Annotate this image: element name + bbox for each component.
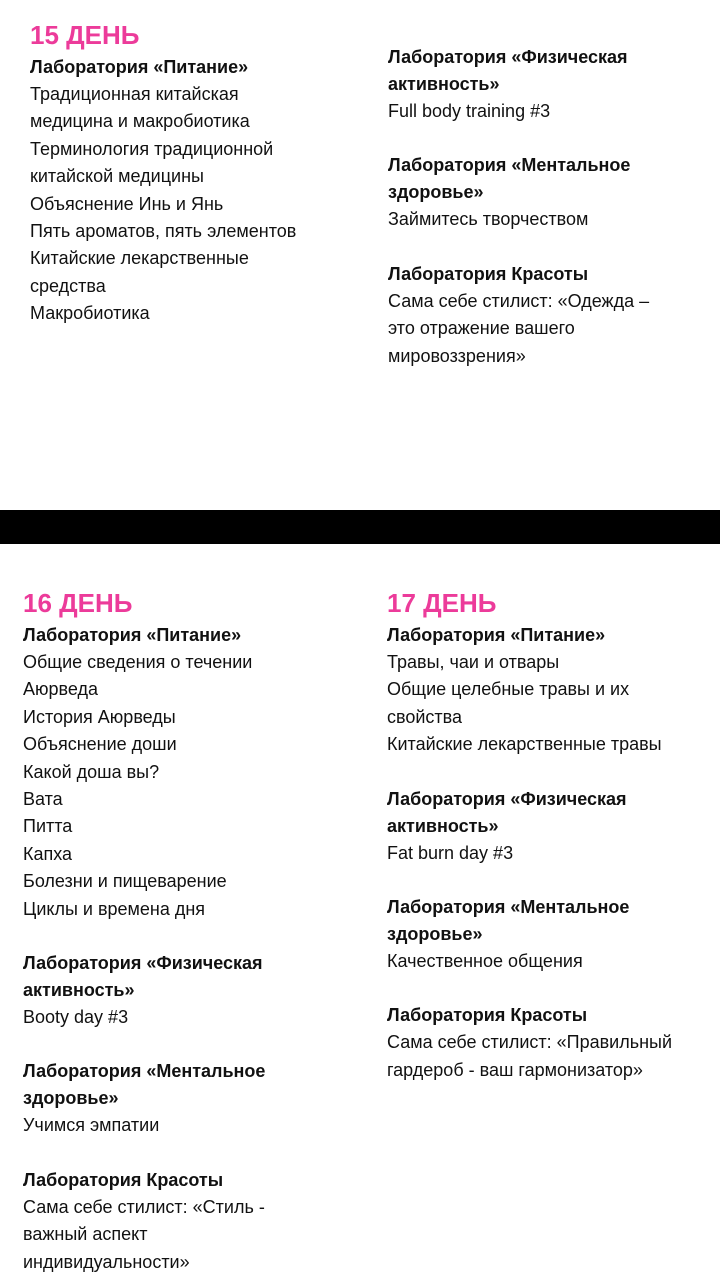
- lab-item: Booty day #3: [23, 1007, 129, 1028]
- lab-title-line: Лаборатория «Ментальное: [23, 1061, 266, 1082]
- lab-item: Китайские лекарственные: [30, 248, 249, 269]
- lab-item: средства: [30, 275, 106, 296]
- lab-item: индивидуальности»: [23, 1251, 190, 1272]
- lab-item: Full body training #3: [388, 101, 551, 121]
- lab-item: свойства: [387, 706, 463, 727]
- lab-item: Вата: [23, 789, 63, 810]
- lab-items: [23, 1004, 353, 1031]
- lab-item: Сама себе стилист: «Одежда –: [388, 290, 650, 311]
- day-15-section: [0, 0, 720, 510]
- lab-items: [387, 840, 717, 867]
- lab-items: [388, 206, 718, 233]
- lab-title-line: Лаборатория «Ментальное: [387, 897, 630, 918]
- lab-items: [23, 1194, 353, 1276]
- lab-title-line: Лаборатория «Ментальное: [388, 155, 631, 176]
- lab-item: китайской медицины: [30, 166, 204, 187]
- lab-items: [387, 948, 717, 975]
- lab-item: Пять ароматов, пять элементов: [30, 221, 297, 242]
- day-16-17-section: [0, 544, 720, 1280]
- day-17-lab-beauty: [387, 1002, 717, 1084]
- lab-title: Лаборатория Красоты: [23, 1169, 224, 1190]
- lab-items: [388, 98, 718, 125]
- day-16-lab-beauty: [23, 1167, 353, 1276]
- lab-item: Питта: [23, 816, 73, 837]
- day-16-lab-physical: [23, 950, 353, 1031]
- lab-title-line: здоровье»: [23, 1088, 119, 1109]
- day-16-lab-mental: [23, 1058, 353, 1139]
- lab-title-line: активность»: [388, 74, 500, 94]
- lab-item: Китайские лекарственные травы: [387, 734, 662, 755]
- lab-item: Травы, чаи и отвары: [387, 652, 560, 672]
- lab-title-line: здоровье»: [388, 182, 484, 203]
- lab-item: История Аюрведы: [23, 706, 176, 727]
- lab-items: [387, 649, 717, 759]
- day-17-lab-nutrition: [387, 622, 717, 759]
- lab-item: Займитесь творчеством: [388, 209, 589, 230]
- lab-item: Сама себе стилист: «Стиль -: [23, 1196, 265, 1217]
- lab-item: Учимся эмпатии: [23, 1115, 160, 1136]
- lab-items: [23, 649, 353, 923]
- lab-items: [23, 1112, 353, 1139]
- lab-title-line: Лаборатория «Физическая: [23, 953, 263, 974]
- lab-item: Традиционная китайская: [30, 84, 239, 104]
- day-15-left-column: [30, 20, 350, 328]
- day-16-column: [23, 588, 353, 1276]
- lab-items: [387, 1029, 717, 1084]
- lab-item: Болезни и пищеварение: [23, 871, 227, 892]
- day-15-lab-mental: [388, 152, 718, 233]
- lab-item: Качественное общения: [387, 951, 583, 972]
- lab-item: Объяснение доши: [23, 734, 177, 755]
- lab-title: Лаборатория «Питание»: [23, 625, 242, 645]
- lab-title: Лаборатория Красоты: [388, 263, 589, 284]
- lab-item: важный аспект: [23, 1224, 148, 1245]
- lab-item: Циклы и времена дня: [23, 898, 206, 919]
- lab-item: Аюрведа: [23, 679, 99, 700]
- lab-title: Лаборатория «Питание»: [30, 57, 249, 77]
- lab-title: Лаборатория Красоты: [387, 1005, 588, 1026]
- lab-item: Общие целебные травы и их: [387, 679, 630, 700]
- day-17-title: 17 ДЕНЬ: [387, 588, 497, 618]
- lab-items: [388, 288, 718, 370]
- lab-item: Капха: [23, 843, 73, 864]
- lab-item: медицина и макробиотика: [30, 111, 250, 132]
- day-15-lab-nutrition: [30, 54, 350, 328]
- lab-items: [30, 81, 350, 328]
- lab-title: Лаборатория «Питание»: [387, 625, 606, 645]
- day-15-lab-beauty: [388, 261, 718, 370]
- lab-item: Сама себе стилист: «Правильный: [387, 1032, 673, 1053]
- day-16-lab-nutrition: [23, 622, 353, 923]
- lab-item: Fat burn day #3: [387, 842, 514, 863]
- day-15-right-column: [388, 44, 718, 370]
- lab-item: Объяснение Инь и Янь: [30, 193, 224, 214]
- lab-title-line: активность»: [387, 815, 499, 836]
- lab-item: Макробиотика: [30, 303, 150, 324]
- lab-item: гардероб - ваш гармонизатор»: [387, 1059, 643, 1080]
- lab-title-line: Лаборатория «Физическая: [388, 47, 628, 67]
- day-15-title: 15 ДЕНЬ: [30, 20, 140, 50]
- day-17-column: [387, 588, 717, 1084]
- day-15-lab-physical: [388, 44, 718, 125]
- day-17-lab-mental: [387, 894, 717, 975]
- lab-item: Общие сведения о течении: [23, 652, 253, 672]
- lab-item: мировоззрения»: [388, 345, 526, 366]
- lab-title-line: Лаборатория «Физическая: [387, 788, 627, 809]
- lab-title-line: активность»: [23, 980, 135, 1001]
- lab-item: это отражение вашего: [388, 318, 575, 339]
- lab-title-line: здоровье»: [387, 924, 483, 945]
- section-divider-bar: [0, 510, 720, 544]
- day-16-title: 16 ДЕНЬ: [23, 588, 133, 618]
- lab-item: Какой доша вы?: [23, 761, 160, 782]
- lab-item: Терминология традиционной: [30, 138, 274, 159]
- day-17-lab-physical: [387, 786, 717, 867]
